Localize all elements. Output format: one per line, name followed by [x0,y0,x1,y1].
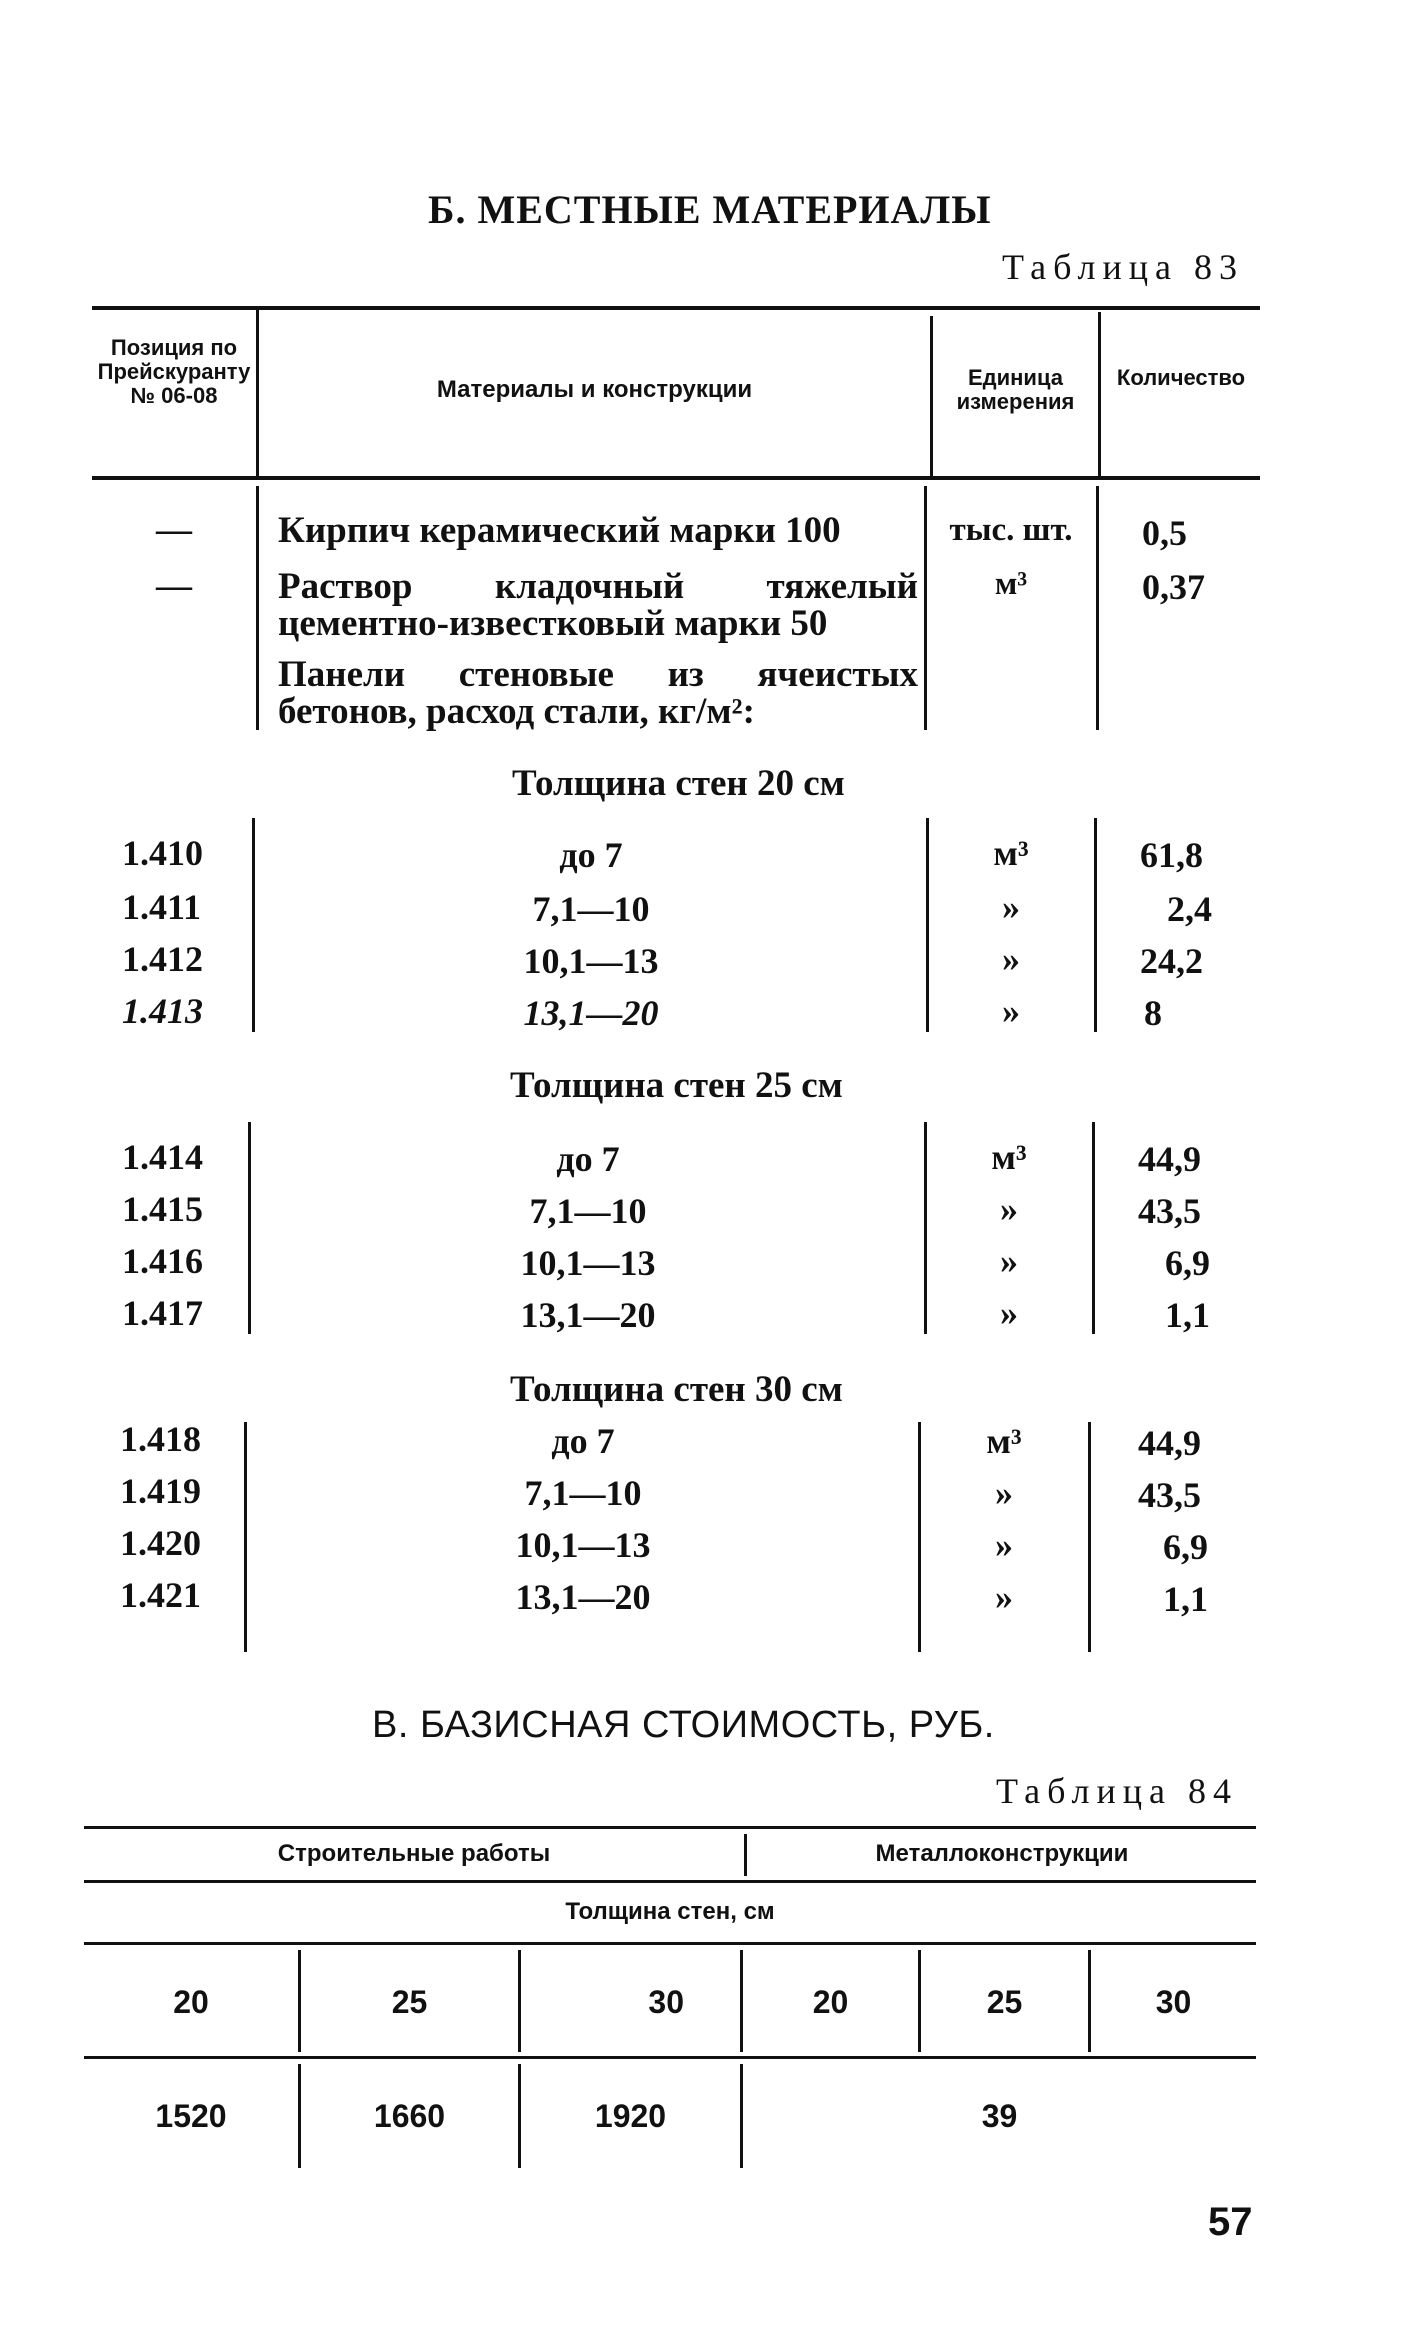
lead-row-material: Кирпич керамический марки 100 [278,510,841,551]
row-position: 1.413 [122,991,203,1031]
group-divider [248,1122,251,1334]
table-84-rule [84,2056,1256,2059]
row-material: 10,1—13 [515,1525,651,1565]
row-position: 1.410 [122,833,203,873]
row-material: 13,1—20 [523,993,659,1033]
header-metal-structures: Металлоконструкции [875,1840,1129,1867]
row-quantity: 1,1 [1165,1295,1210,1335]
group-divider [926,818,929,1032]
row-material: до 7 [556,1139,620,1179]
row-quantity: 1,1 [1163,1579,1208,1619]
table-83-header-rule [92,476,1260,480]
row-unit: » [1000,1241,1018,1281]
row-material: 10,1—13 [520,1243,656,1283]
thickness-20-metal: 20 [812,1984,849,2020]
group-title: Толщина стен 25 см [510,1065,843,1106]
header-materials: Материалы и конструкции [436,376,753,403]
thickness-30 [521,1984,740,2021]
thickness-30-value: 30 [648,1984,684,2020]
lead-row-quantity: 0,5 [1142,513,1187,553]
row-quantity: 8 [1144,993,1162,1033]
table-83-top-rule [92,306,1260,310]
page-number: 57 [1208,2200,1253,2244]
lead-block-divider [1096,486,1099,730]
group-divider [1094,818,1097,1032]
group-divider [1092,1122,1095,1334]
row-position: 1.417 [122,1293,203,1333]
row-unit: м³ [991,1137,1027,1177]
thickness-20: 20 [173,1984,209,2020]
header-quantity: Количество [1116,365,1246,390]
row-position: 1.420 [120,1523,201,1563]
cost-metal: 39 [981,2098,1018,2134]
row-quantity: 43,5 [1138,1191,1201,1231]
row-quantity: 2,4 [1167,889,1212,929]
lead-block-divider [256,486,259,730]
row-unit: м³ [993,833,1029,873]
group-divider [918,1422,921,1652]
row-unit: » [1000,1293,1018,1333]
lead-row-unit: тыс. шт. [949,512,1073,548]
table-83-header-divider [1098,312,1101,476]
cost-construction-30: 1920 [594,2098,667,2134]
cost-construction-25: 1660 [373,2098,446,2134]
header-unit: Единица измерения [956,365,1075,414]
row-unit: » [1002,991,1020,1031]
row-unit: » [1000,1189,1018,1229]
row-unit: м³ [986,1421,1022,1461]
lead-row-material: Раствор кладочный тяжелый цементно-известковый марки 50 [278,566,918,644]
row-position: 1.415 [122,1189,203,1229]
row-position: 1.411 [122,887,202,927]
table-84-top-rule [84,1826,1256,1829]
table-84-rule [84,1942,1256,1945]
row-position: 1.412 [122,939,203,979]
cost-construction-20: 1520 [155,2098,227,2134]
row-material: до 7 [559,835,623,875]
lead-row-position: — [156,509,192,549]
row-position: 1.421 [120,1575,201,1615]
row-material: 7,1—10 [532,889,650,929]
row-material: 13,1—20 [515,1577,651,1617]
row-material: 13,1—20 [520,1295,656,1335]
row-quantity: 43,5 [1138,1475,1201,1515]
row-unit: » [995,1525,1013,1565]
group-title: Толщина стен 20 см [512,763,845,804]
lead-row-unit: м³ [994,566,1028,602]
lead-block-divider [924,486,927,730]
lead-row-material: Панели стеновые из ячеистых бетонов, расход стали, кг/м²: [278,654,918,732]
row-material: 10,1—13 [523,941,659,981]
table-84-caption: Таблица 84 [996,1771,1238,1811]
group-divider [252,818,255,1032]
row-quantity: 44,9 [1138,1139,1201,1179]
header-construction-works: Строительные работы [277,1840,551,1867]
row-quantity: 6,9 [1163,1527,1208,1567]
lead-row-position: — [156,565,192,605]
row-unit: » [1002,939,1020,979]
row-quantity: 44,9 [1138,1423,1201,1463]
row-position: 1.419 [120,1471,201,1511]
row-quantity: 6,9 [1165,1243,1210,1283]
thickness-25-metal: 25 [986,1984,1023,2020]
row-unit: » [995,1577,1013,1617]
group-divider [244,1422,247,1652]
header-wall-thickness: Толщина стен, см [565,1898,775,1925]
table-84-group-divider [744,1834,747,1876]
group-title: Толщина стен 30 см [510,1369,843,1410]
thickness-30-metal: 30 [1155,1984,1192,2020]
table-83-caption: Таблица 83 [1002,247,1244,287]
section-v-title: В. БАЗИСНАЯ СТОИМОСТЬ, РУБ. [372,1704,995,1746]
row-position: 1.414 [122,1137,203,1177]
thickness-25: 25 [391,1984,428,2020]
row-quantity: 24,2 [1140,941,1203,981]
row-material: 7,1—10 [524,1473,642,1513]
table-84-rule [84,1880,1256,1883]
row-unit: » [995,1473,1013,1513]
lead-row-quantity: 0,37 [1142,567,1205,607]
row-position: 1.416 [122,1241,203,1281]
row-material: 7,1—10 [529,1191,647,1231]
row-unit: » [1002,887,1020,927]
group-divider [924,1122,927,1334]
row-material: до 7 [551,1421,615,1461]
group-divider [1088,1422,1091,1652]
header-position: Позиция по Прейскуранту № 06-08 [97,335,251,408]
row-quantity: 61,8 [1140,835,1203,875]
row-position: 1.418 [120,1419,201,1459]
section-b-title: Б. МЕСТНЫЕ МАТЕРИАЛЫ [428,187,992,232]
